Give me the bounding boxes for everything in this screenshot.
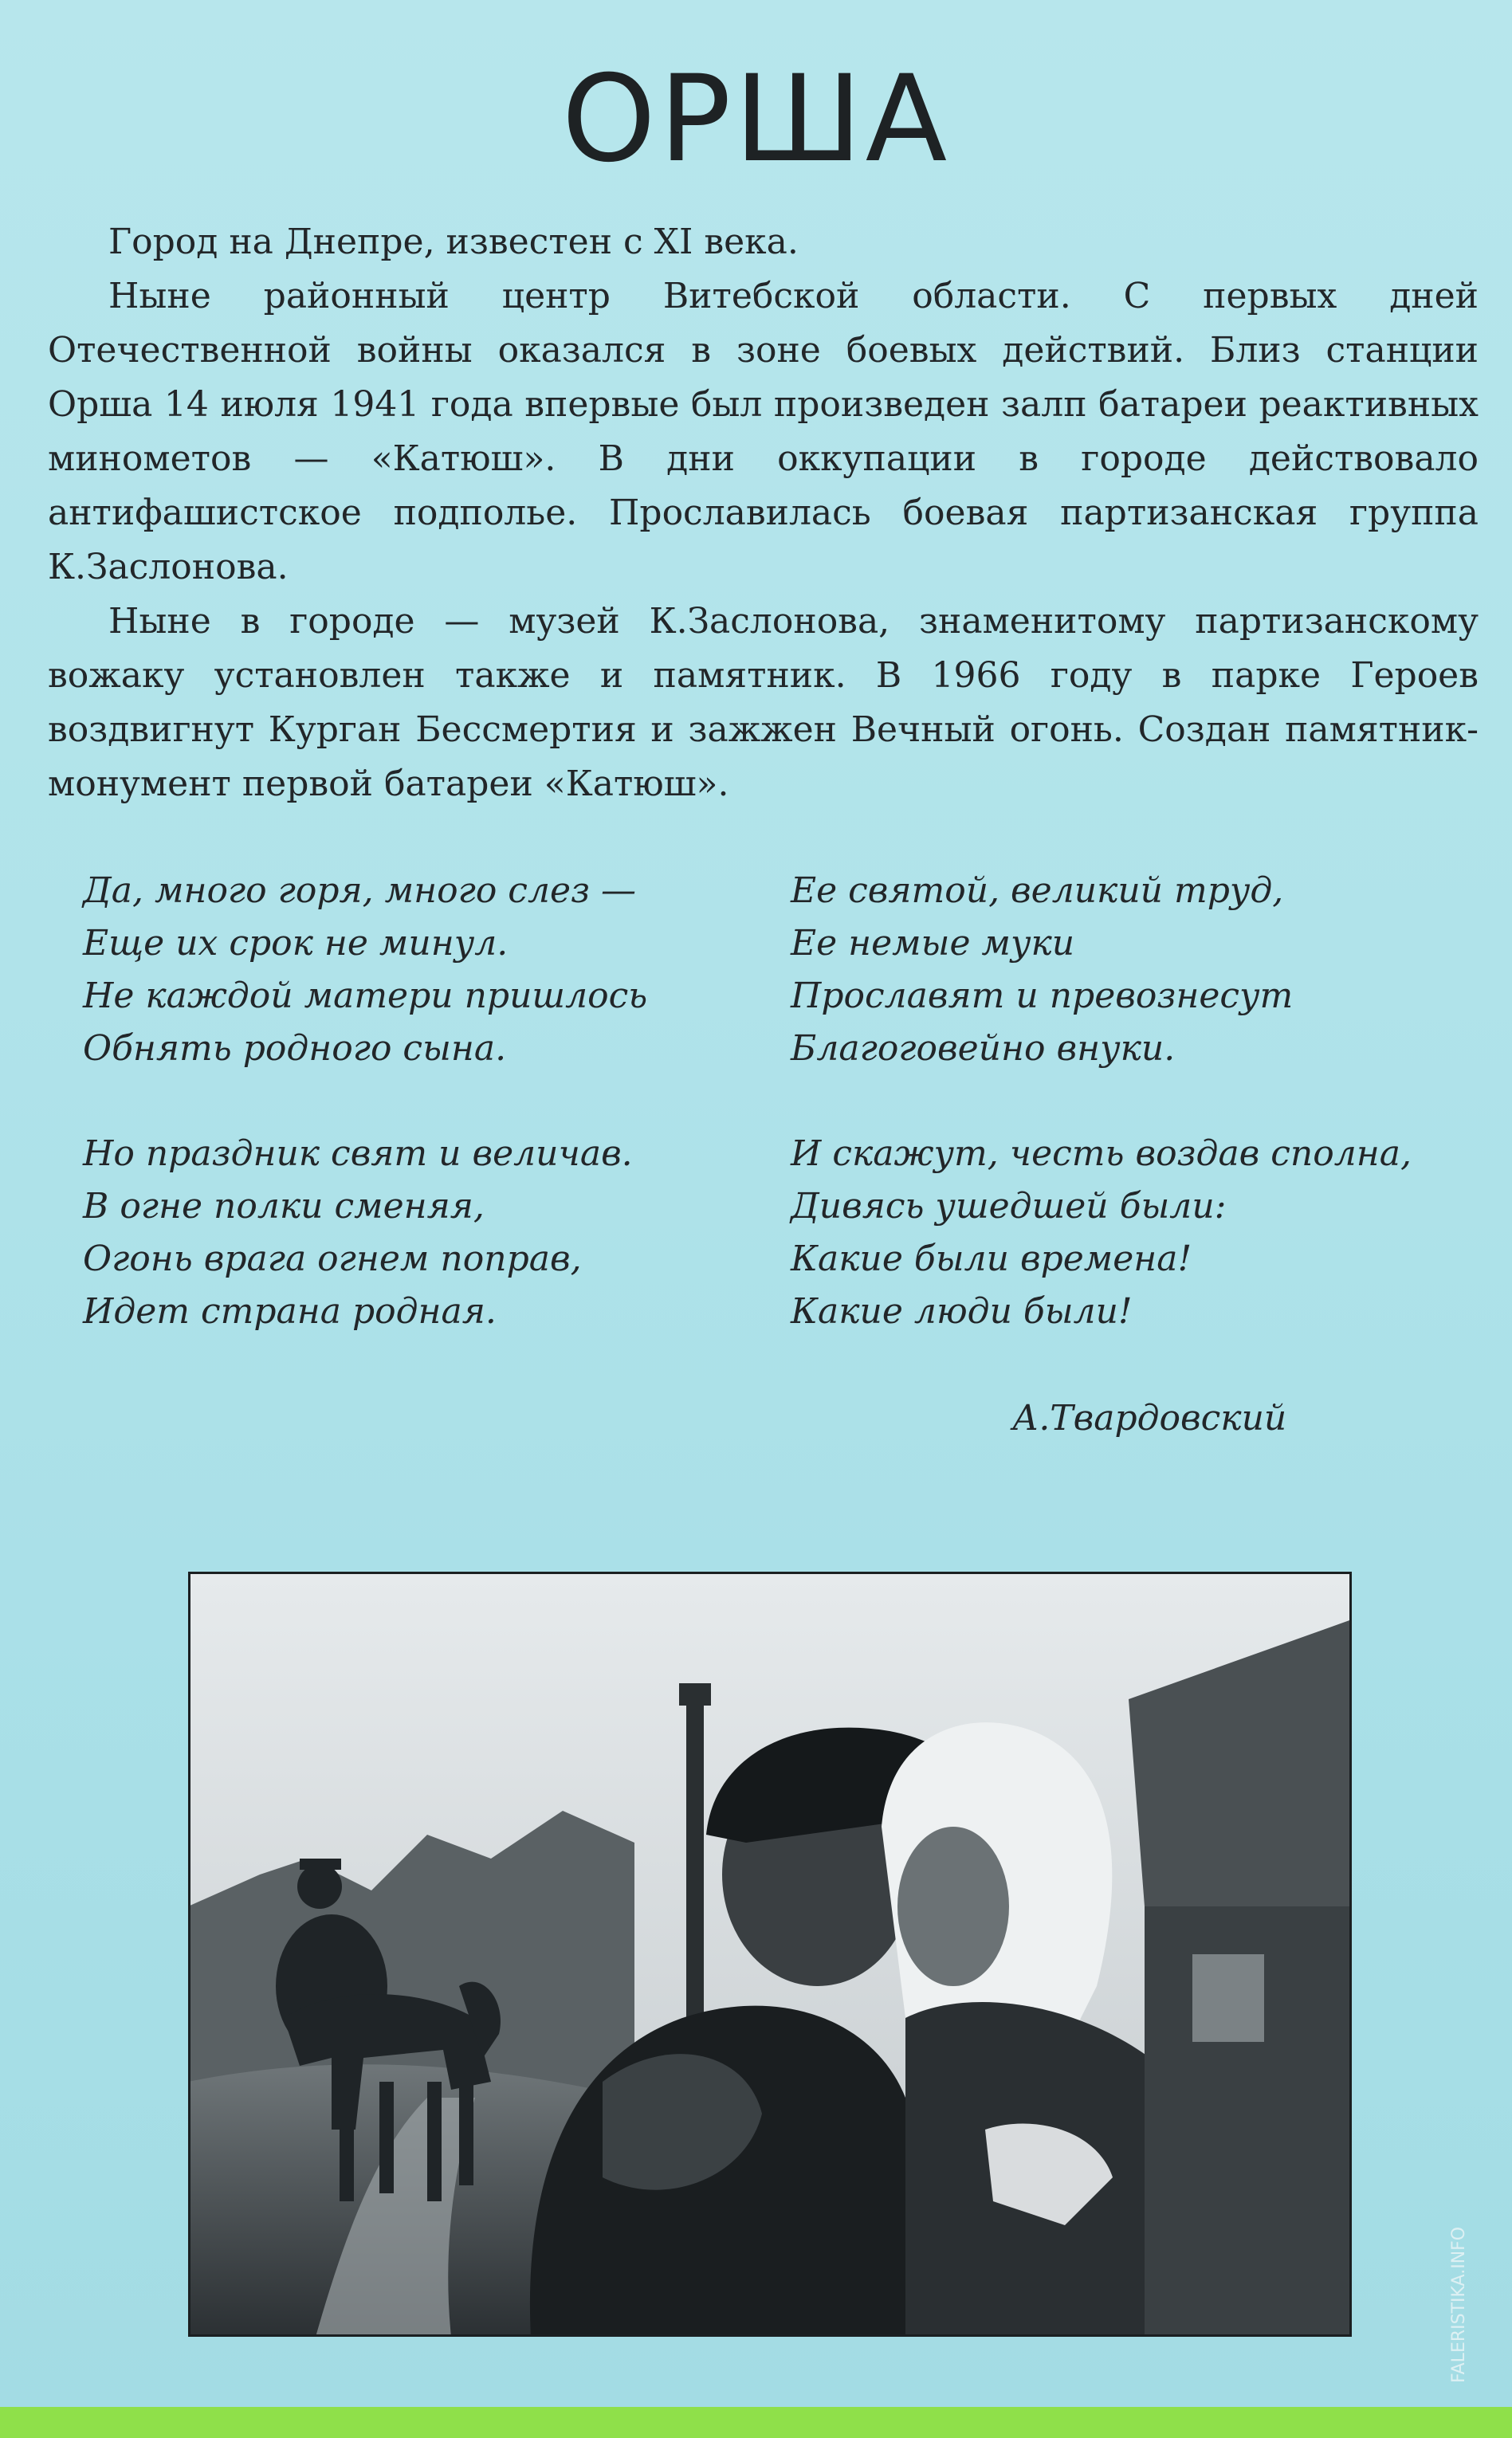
poem-line: Ее немые муки: [791, 923, 1075, 964]
poem-line: Обнять родного сына.: [83, 1028, 507, 1069]
poem-right-column: [791, 865, 1492, 1391]
poem-line: Не каждой матери пришлось: [83, 976, 648, 1016]
wartime-photo: [188, 1572, 1352, 2337]
paragraph-2: Ныне районный центр Витебской области. С первых дней Отечественной войны оказался в зоне боевых действий. Близ станции Орша 14 июля 1941 года впервые был произведен залп батареи реактивных минометов — «Катюш». В дни оккупации в городе действовало антифашистское подполье. Прославилась боевая партизанская группа К.Заслонова.: [48, 276, 1479, 587]
poem-author: А.Твардовский: [1012, 1398, 1287, 1439]
poem-stanza: [791, 1128, 1492, 1338]
poem-line: Идет страна родная.: [83, 1291, 497, 1332]
photo-house: [1129, 1619, 1352, 2337]
prose-text: [48, 215, 1479, 811]
poem-line: Еще их срок не минул.: [83, 923, 509, 964]
photo-illustration: [188, 1572, 1352, 2337]
poem-line: Дивясь ушедшей были:: [791, 1186, 1227, 1227]
site-watermark: FALERISTIKA.INFO: [1449, 2226, 1469, 2383]
poem-line: Какие люди были!: [791, 1291, 1133, 1332]
poem-line: Прославят и превознесут: [791, 976, 1294, 1016]
poem-line: И скажут, честь воздав сполна,: [791, 1133, 1412, 1174]
poem-line: Благоговейно внуки.: [791, 1028, 1176, 1069]
page-title: ОРША: [561, 50, 951, 189]
poem-line: Огонь врага огнем поправ,: [83, 1239, 582, 1279]
poem-stanza: [791, 865, 1492, 1075]
poem-left-column: [83, 865, 784, 1391]
poem-line: Да, много горя, много слез —: [83, 870, 636, 911]
poem-stanza: [83, 1128, 784, 1338]
poem-line: В огне полки сменяя,: [83, 1186, 485, 1227]
paragraph-1: Город на Днепре, известен с XI века.: [108, 222, 799, 262]
poem-line: Но праздник свят и величав.: [83, 1133, 633, 1174]
poem-line: Какие были времена!: [791, 1239, 1192, 1279]
poem-line: Ее святой, великий труд,: [791, 870, 1284, 911]
paragraph-3: Ныне в городе — музей К.Заслонова, знаменитому партизанскому вожаку установлен также и памятник. В 1966 году в парке Героев воздвигнут Курган Бессмертия и зажжен Вечный огонь. Создан памятник-монумент первой батареи «Катюш».: [48, 601, 1479, 804]
poem-stanza: [83, 865, 784, 1075]
